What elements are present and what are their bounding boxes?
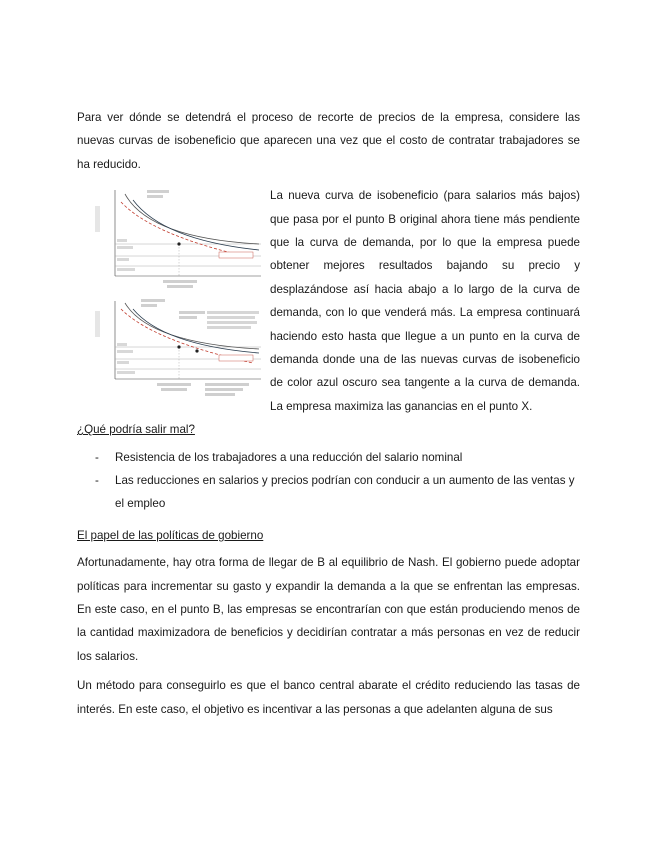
dash-bullet-icon: - <box>95 474 99 488</box>
isoprofit-chart-top <box>93 184 275 292</box>
point-b <box>177 243 180 246</box>
side-paragraph: La nueva curva de isobeneficio (para salarios más bajos) que pasa por el punto B original ahora tiene más pendiente que la curva de demanda, por lo que la empresa puede obtener mejores resultados bajando su precio y desplazándose así hacia abajo a lo largo de la curva de demanda, con lo que venderá más. La empresa continuará haciendo esto hasta que llegue a un punto en la curva de demanda donde una de las nuevas curvas de isobeneficio de color azul oscuro sea tangente a la curva de demanda. La empresa maximiza las ganancias en el punto X. <box>270 189 580 413</box>
section-heading-what-could-go-wrong: ¿Qué podría salir mal? <box>77 423 195 437</box>
annotation-block <box>117 361 129 364</box>
side-text <box>270 184 580 418</box>
annotation-block <box>147 190 169 193</box>
annotation-block <box>141 304 157 307</box>
legend-box <box>219 252 253 258</box>
paragraph: Afortunadamente, hay otra forma de llegar de B al equilibrio de Nash. El gobierno puede adoptar políticas para incrementar su gasto y expandir la demanda a la que se enfrentan las empresas. En este caso, en el punto B, las empresas se encontrarían con que están produciendo menos de la cantidad maximizadora de beneficios y decidirían contratar a más personas en vez de reducir los salarios. <box>77 556 580 663</box>
figure-row <box>77 184 580 418</box>
document-page <box>77 106 580 727</box>
annotation-block <box>161 388 187 391</box>
annotation-block <box>179 311 205 314</box>
annotation-block <box>207 321 257 324</box>
isoprofit-curve <box>125 194 259 244</box>
annotation-block <box>157 383 191 386</box>
annotation-block <box>147 195 163 198</box>
annotation-block <box>207 326 251 329</box>
list-item <box>77 469 580 516</box>
isoprofit-figures <box>93 184 275 409</box>
list-item <box>77 446 580 469</box>
annotation-block <box>117 350 133 353</box>
dash-bullet-icon: - <box>95 450 99 464</box>
annotation-block <box>141 299 165 302</box>
list-item-text: Las reducciones en salarios y precios podrían con conducir a un aumento de las ventas y el empleo <box>115 474 575 511</box>
annotation-block <box>205 388 243 391</box>
annotation-block <box>117 371 135 374</box>
annotation-block <box>117 258 129 261</box>
axis-label-block <box>95 311 100 337</box>
annotation-block <box>205 383 249 386</box>
annotation-block <box>163 280 197 283</box>
legend-box <box>219 355 253 361</box>
annotation-block <box>117 268 135 271</box>
point-b <box>177 346 180 349</box>
annotation-block <box>117 239 127 242</box>
intro-paragraph: Para ver dónde se detendrá el proceso de recorte de precios de la empresa, considere las nuevas curvas de isobeneficio que aparecen una vez que el costo de contratar trabajadores se ha reducido. <box>77 111 580 171</box>
demand-curve <box>121 202 253 258</box>
isoprofit-curve <box>133 309 259 353</box>
section-heading-government-policy: El papel de las políticas de gobierno <box>77 528 264 542</box>
annotation-block <box>207 311 259 314</box>
annotation-block <box>117 246 133 249</box>
annotation-block <box>205 393 235 396</box>
annotation-block <box>179 316 197 319</box>
isoprofit-chart-bottom <box>93 295 275 409</box>
annotation-block <box>207 316 255 319</box>
list-item-text: Resistencia de los trabajadores a una reducción del salario nominal <box>115 450 463 464</box>
annotation-block <box>117 343 127 346</box>
point-x <box>195 350 198 353</box>
annotation-block <box>167 285 193 288</box>
bullet-list <box>77 446 580 516</box>
paragraph: Un método para conseguirlo es que el banco central abarate el crédito reduciendo las tasas de interés. En este caso, el objetivo es incentivar a las personas a que adelanten alguna de sus <box>77 679 580 716</box>
axis-label-block <box>95 206 100 232</box>
